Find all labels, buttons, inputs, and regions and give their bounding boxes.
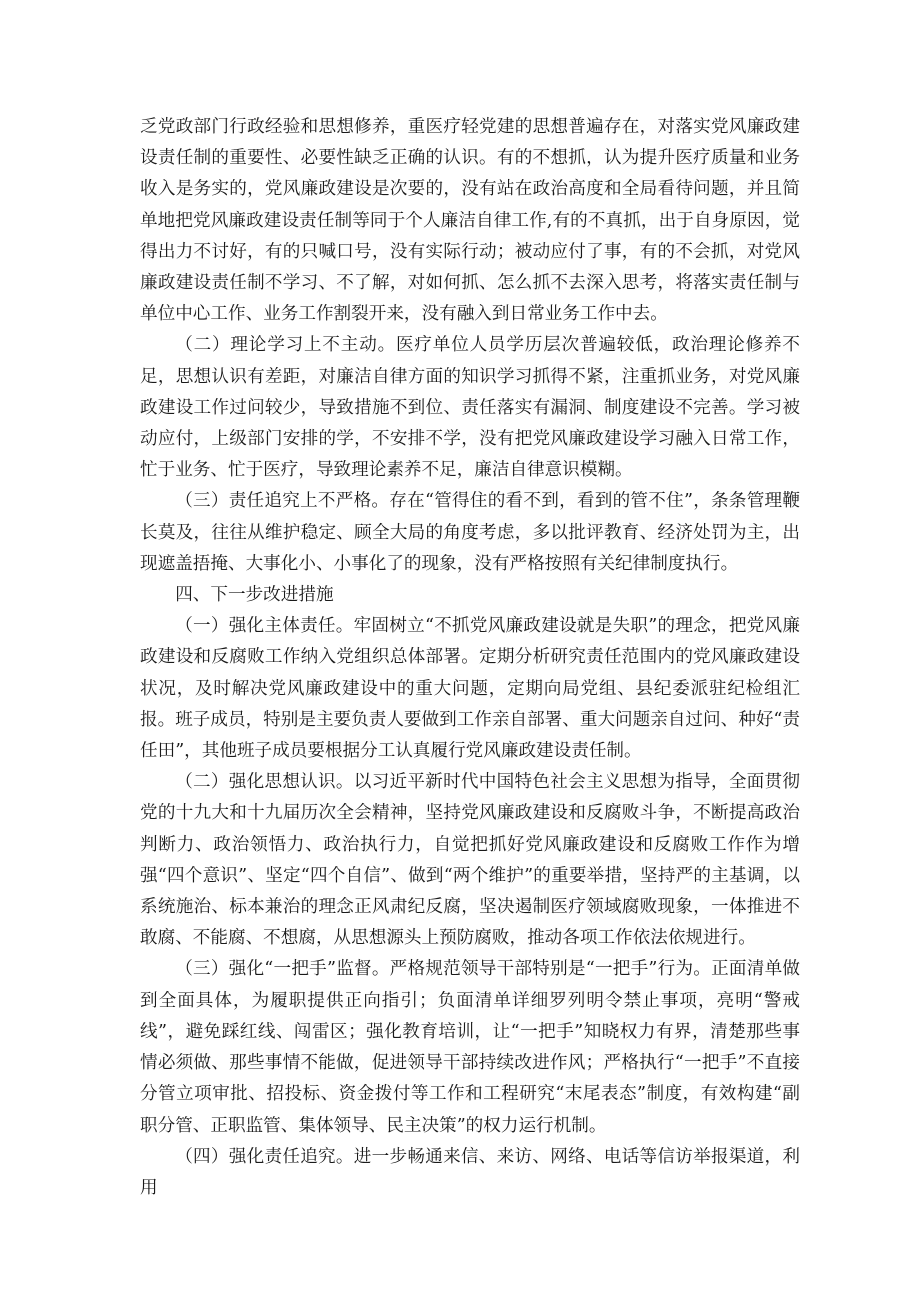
- document-body: [140, 112, 800, 1204]
- paragraph-continued: 乏党政部门行政经验和思想修养，重医疗轻党建的思想普遍存在，对落实党风廉政建设责任制的重要性、必要性缺乏正确的认识。有的不想抓，认为提升医疗质量和业务收入是务实的，党风廉政建设是次要的，没有站在政治高度和全局看待问题，并且简单地把党风廉政建设责任制等同于个人廉洁自律工作,有的不真抓，出于自身原因，觉得出力不讨好，有的只喊口号，没有实际行动；被动应付了事，有的不会抓，对党风廉政建设责任制不学习、不了解，对如何抓、怎么抓不去深入思考，将落实责任制与单位中心工作、业务工作割裂开来，没有融入到日常业务工作中去。: [140, 117, 800, 325]
- paragraph-accountability-strengthen: （四）强化责任追究。进一步畅通来信、来访、网络、电话等信访举报渠道，利用: [140, 1146, 800, 1198]
- paragraph-accountability: （三）责任追究上不严格。存在“管得住的看不到，看到的管不住”，条条管理鞭长莫及，往往从维护稳定、顾全大局的角度考虑，多以批评教育、经济处罚为主，出现遮盖捂掩、大事化小、小事化了的现象，没有严格按照有关纪律制度执行。: [140, 491, 800, 574]
- paragraph-main-responsibility: （一）强化主体责任。牢固树立“不抓党风廉政建设就是失职”的理念，把党风廉政建设和反腐败工作纳入党组织总体部署。定期分析研究责任范围内的党风廉政建设状况，及时解决党风廉政建设中的重大问题，定期向局党组、县纪委派驻纪检组汇报。班子成员，特别是主要负责人要做到工作亲自部署、重大问题亲自过问、种好“责任田”，其他班子成员要根据分工认真履行党风廉政建设责任制。: [140, 616, 800, 762]
- paragraph-leader-supervision: （三）强化“一把手”监督。严格规范领导干部特别是“一把手”行为。正面清单做到全面具体，为履职提供正向指引；负面清单详细罗列明令禁止事项，亮明“警戒线”，避免踩红线、闯雷区；强化教育培训，让“一把手”知晓权力有界，清楚那些事情必须做、那些事情不能做，促进领导干部持续改进作风；严格执行“一把手”不直接分管立项审批、招投标、资金拨付等工作和工程研究“末尾表态”制度，有效构建“副职分管、正职监管、集体领导、民主决策”的权力运行机制。: [140, 959, 800, 1136]
- paragraph-theory-study: （二）理论学习上不主动。医疗单位人员学历层次普遍较低，政治理论修养不足，思想认识有差距，对廉洁自律方面的知识学习抓得不紧，注重抓业务，对党风廉政建设工作过问较少，导致措施不到位、责任落实有漏洞、制度建设不完善。学习被动应付，上级部门安排的学，不安排不学，没有把党风廉政建设学习融入日常工作，忙于业务、忙于医疗，导致理论素养不足，廉洁自律意识模糊。: [140, 335, 800, 481]
- section-heading-next-steps: 四、下一步改进措施: [175, 585, 334, 606]
- paragraph-ideological-awareness: （二）强化思想认识。以习近平新时代中国特色社会主义思想为指导，全面贯彻党的十九大和十九届历次全会精神，坚持党风廉政建设和反腐败斗争，不断提高政治判断力、政治领悟力、政治执行力，自觉把抓好党风廉政建设和反腐败工作作为增强“四个意识”、坚定“四个自信”、做到“两个维护”的重要举措，坚持严的主基调，以系统施治、标本兼治的理念正风肃纪反腐，坚决遏制医疗领域腐败现象，一体推进不敢腐、不能腐、不想腐，从思想源头上预防腐败，推动各项工作依法依规进行。: [140, 772, 800, 949]
